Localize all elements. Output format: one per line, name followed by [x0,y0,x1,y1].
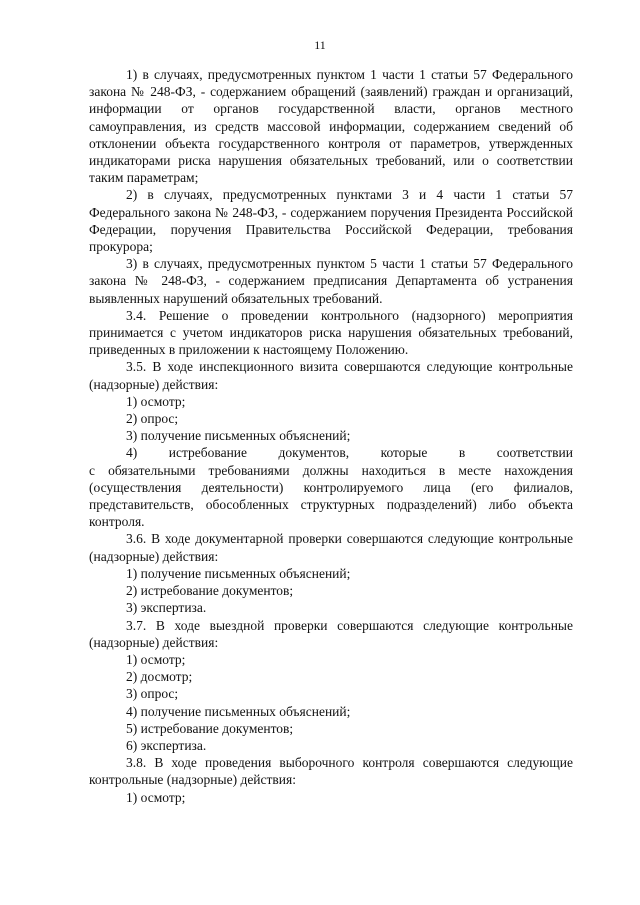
document-body [89,66,573,806]
list-item-inspection-3: 3) получение письменных объяснений; [126,428,351,444]
list-item-inspection-4: 4) истребование документов, которые в соответствии [126,445,573,461]
list-item-documentary-1: 1) получение письменных объяснений; [126,565,351,581]
page-number: 11 [314,38,326,52]
paragraph-3-8-selective-control: 3.8. В ходе проведения выборочного контроля совершаются следующие контрольные (надзорные) действия: [89,755,573,788]
list-item-inspection-4-continuation: с обязательными требованиями должны находиться в месте нахождения (осуществления деятельности) контролируемого лица (его филиалов, представительств, обособленных структурных подразделений) либо объекта контроля. [89,462,573,530]
list-item-documentary-2: 2) истребование документов; [126,583,294,599]
list-item-inspection-1: 1) осмотр; [126,393,186,409]
list-item-documentary-3: 3) экспертиза. [126,600,207,616]
paragraph-item-1-cases-point-1: 1) в случаях, предусмотренных пунктом 1 части 1 статьи 57 Федерального закона № 248-ФЗ, - содержанием обращений (заявлений) граждан и организаций, информации от органов государственной власти, органов местного самоуправления, из средств массовой информации, содержанием сведений об отклонении объекта государственного контроля от параметров, утвержденных индикаторами риска нарушения обязательных требований, или о соответствии таким параметрам; [89,67,573,186]
list-item-field-1: 1) осмотр; [126,651,186,667]
paragraph-item-3-cases-point-5: 3) в случаях, предусмотренных пунктом 5 части 1 статьи 57 Федерального закона № 248-ФЗ, - содержанием предписания Департамента об устранения выявленных нарушений обязательных требований. [89,256,573,306]
paragraph-3-5-inspection-visit: 3.5. В ходе инспекционного визита совершаются следующие контрольные (надзорные) действия: [89,359,573,392]
list-item-field-4: 4) получение письменных объяснений; [126,703,351,719]
list-item-field-3: 3) опрос; [126,686,179,702]
list-item-selective-1: 1) осмотр; [126,789,186,805]
paragraph-3-7-field-check: 3.7. В ходе выездной проверки совершаются следующие контрольные (надзорные) действия: [89,617,573,650]
list-item-field-5: 5) истребование документов; [126,720,294,736]
list-item-field-6: 6) экспертиза. [126,737,207,753]
paragraph-3-6-documentary-check: 3.6. В ходе документарной проверки совершаются следующие контрольные (надзорные) действия: [89,531,573,564]
list-item-field-2: 2) досмотр; [126,669,193,685]
list-item-inspection-2: 2) опрос; [126,411,179,427]
paragraph-3-4-decision: 3.4. Решение о проведении контрольного (надзорного) мероприятия принимается с учетом индикаторов риска нарушения обязательных требований, приведенных в приложении к настоящему Положению. [89,307,573,358]
paragraph-item-2-cases-points-3-4: 2) в случаях, предусмотренных пунктами 3 и 4 части 1 статьи 57 Федерального закона № 248-ФЗ, - содержанием поручения Президента Российской Федерации, поручения Правительства Российской Федерации, требования прокурора; [89,187,573,255]
